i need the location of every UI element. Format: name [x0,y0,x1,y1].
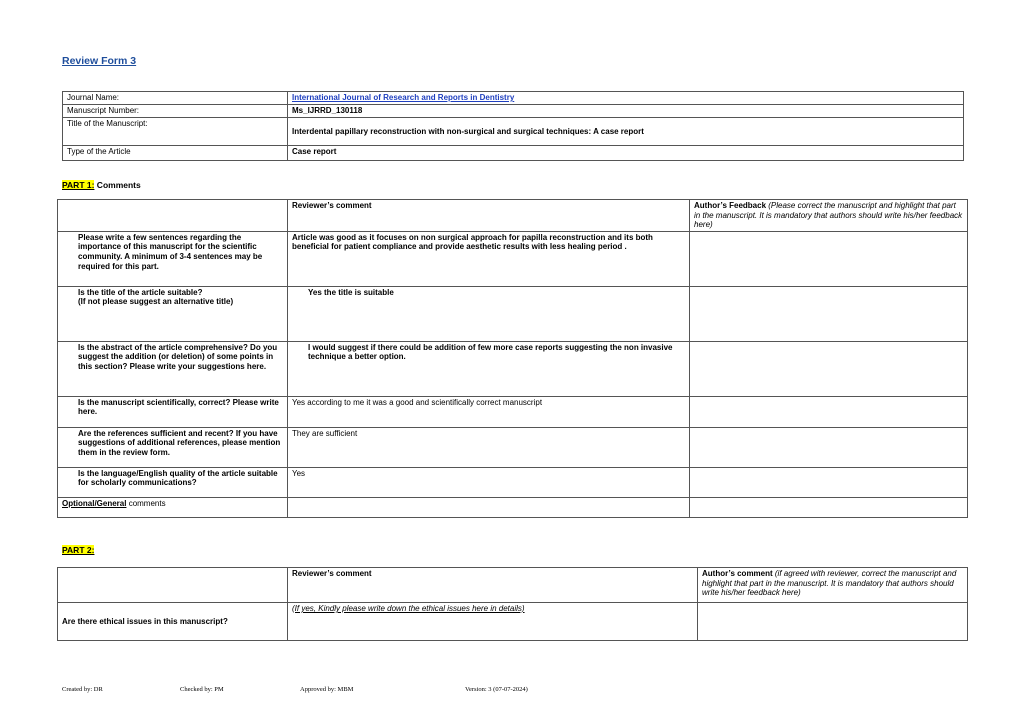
comment-title[interactable]: Yes the title is suitable [288,286,690,341]
feedback-title[interactable] [690,286,968,341]
form-title: Review Form 3 [62,55,137,67]
author-feedback-header [690,200,968,232]
feedback-ethical[interactable] [698,603,968,641]
footer-version: Version: 3 (07-07-2024) [465,686,528,693]
article-type-value: Case report [288,146,964,161]
part2-author-header-note: (if agreed with reviewer, correct the manuscript and highlight that part in the manuscript. It is mandatory that authors should write his/her feedback here) [702,569,957,598]
manuscript-title-label: Title of the Manuscript: [63,118,288,146]
comment-importance[interactable]: Article was good as it focuses on non surgical approach for papilla reconstruction and its both beneficial for patient compliance and provide aesthetic results with less healing period . [288,231,690,286]
optional-comments-label [58,497,288,517]
feedback-scientific[interactable] [690,396,968,427]
part2-reviewer-header: Reviewer’s comment [288,568,698,603]
optional-comments-bold: Optional/General [62,498,127,508]
comment-ethical[interactable] [288,603,698,641]
part1-blank-header [58,200,288,232]
part2-heading-label: PART 2: [62,545,95,555]
part2-author-header [698,568,968,603]
author-feedback-header-note: (Please correct the manuscript and highlight that part in the manuscript. It is mandatory that authors should write his/her feedback here) [694,201,963,230]
optional-comments-author[interactable] [690,497,968,517]
part2-heading [62,545,94,555]
part1-comments-table [57,199,968,518]
feedback-abstract[interactable] [690,341,968,396]
part2-author-header-bold: Author’s comment [702,569,773,578]
comment-language[interactable]: Yes [288,467,690,497]
question-abstract: Is the abstract of the article comprehensive? Do you suggest the addition (or deletion) of some points in this section? Please write your suggestions here. [58,341,288,396]
comment-ethical-hint: (If yes, Kindly please write down the ethical issues here in details) [292,604,525,613]
part1-heading-label: PART 1: [62,180,95,190]
footer-approved: Approved by: MBM [300,686,354,693]
manuscript-number-label: Manuscript Number: [63,105,288,118]
feedback-importance[interactable] [690,231,968,286]
feedback-language[interactable] [690,467,968,497]
part1-heading-rest: Comments [94,180,141,190]
feedback-references[interactable] [690,427,968,467]
part2-ethics-table [57,567,968,641]
manuscript-title-value: Interdental papillary reconstruction with non-surgical and surgical techniques: A case report [288,118,964,146]
part2-blank-header [58,568,288,603]
comment-references[interactable]: They are sufficient [288,427,690,467]
journal-name-label: Journal Name: [63,92,288,105]
optional-comments-reviewer[interactable] [288,497,690,517]
optional-comments-rest: comments [126,498,166,508]
question-scientific: Is the manuscript scientifically, correct? Please write here. [58,396,288,427]
journal-info-table [62,91,964,161]
manuscript-number-value: Ms_IJRRD_130118 [288,105,964,118]
question-language: Is the language/English quality of the article suitable for scholarly communications? [58,467,288,497]
question-references: Are the references sufficient and recent? If you have suggestions of additional references, please mention them in the review form. [58,427,288,467]
reviewer-comment-header: Reviewer’s comment [288,200,690,232]
journal-name-link[interactable]: International Journal of Research and Reports in Dentistry [292,93,515,102]
comment-scientific[interactable]: Yes according to me it was a good and scientifically correct manuscript [288,396,690,427]
footer-checked: Checked by: PM [180,686,224,693]
author-feedback-header-bold: Author’s Feedback [694,201,767,210]
article-type-label: Type of the Article [63,146,288,161]
footer-created: Created by: DR [62,686,103,693]
question-title: Is the title of the article suitable? (If not please suggest an alternative title) [58,286,288,341]
question-importance: Please write a few sentences regarding the importance of this manuscript for the scientific community. A minimum of 3-4 sentences may be required for this part. [58,231,288,286]
part1-heading [62,180,141,190]
question-ethical: Are there ethical issues in this manuscript? [58,603,288,641]
comment-abstract[interactable]: I would suggest if there could be addition of few more case reports suggesting the non invasive technique a better option. [288,341,690,396]
